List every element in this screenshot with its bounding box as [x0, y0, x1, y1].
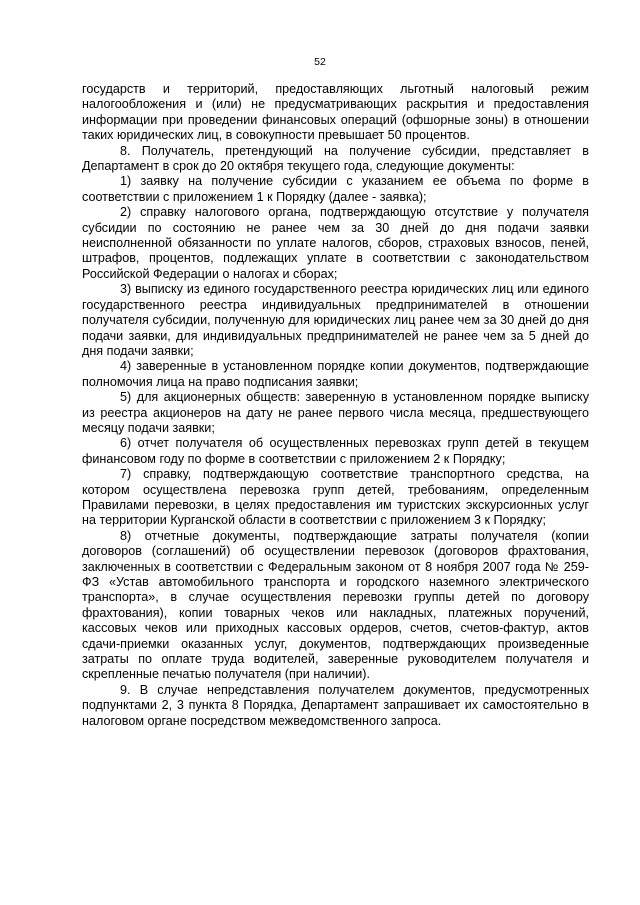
page-number: 52 [314, 56, 326, 68]
list-item-7-vehicle-certificate: 7) справку, подтверждающую соответствие транспортного средства, на котором осуществлена перевозка групп детей, требованиям, определенным Правилами перевозки, в целях предоставления им туристских экскурсионных услуг на территории Курганской области в соответствии с приложением 3 к Порядку; [82, 467, 589, 528]
document-body [82, 82, 589, 729]
list-item-1-application: 1) заявку на получение субсидии с указанием ее объема по форме в соответствии с приложением 1 к Порядку (далее - заявка); [82, 174, 589, 204]
paragraph-item-8-intro: 8. Получатель, претендующий на получение субсидии, представляет в Департамент в срок до 20 октября текущего года, следующие документы: [82, 143, 589, 174]
list-item-6-transport-report: 6) отчет получателя об осуществленных перевозках групп детей в текущем финансовом году по форме в соответствии с приложением 2 к Порядку; [82, 436, 589, 466]
list-item-2-tax-certificate: 2) справку налогового органа, подтверждающую отсутствие у получателя субсидии по состоянию не ранее чем за 30 дней до дня подачи заявки неисполненной обязанности по уплате налогов, сборов, страховых взносов, пеней, штрафов, процентов, подлежащих уплате в соответствии с законодательством Российской Федерации о налогах и сборах; [82, 205, 589, 281]
paragraph-offshore-continuation: государств и территорий, предоставляющих льготный налоговый режим налогообложения и (или) не предусматривающих раскрытия и предоставления информации при проведении финансовых операций (офшорные зоны) в отношении таких юридических лиц, в совокупности превышает 50 процентов. [82, 82, 589, 143]
list-item-4-authority-copies: 4) заверенные в установленном порядке копии документов, подтверждающие полномочия лица на право подписания заявки; [82, 359, 589, 389]
list-item-5-shareholder-register: 5) для акционерных обществ: заверенную в установленном порядке выписку из реестра акционеров на дату не ранее первого числа месяца, предшествующего месяцу подачи заявки; [82, 390, 589, 435]
list-item-8-expense-documents: 8) отчетные документы, подтверждающие затраты получателя (копии договоров (соглашений) об осуществлении перевозок (договоров фрахтования, заключенных в соответствии с Федеральным законом от 8 ноября 2007 года № 259-ФЗ «Устав автомобильного транспорта и городского наземного электрического транспорта», в случае осуществления перевозки группы детей по договору фрахтования), копии товарных чеков или накладных, платежных поручений, кассовых чеков или приходных кассовых ордеров, счетов, счетов-фактур, актов сдачи-приемки оказанных услуг, документов, подтверждающих произведенные затраты по оплате труда водителей, заверенные руководителем получателя и скрепленные печатью получателя (при наличии). [82, 528, 589, 682]
list-item-3-registry-extract: 3) выписку из единого государственного реестра юридических лиц или единого государственного реестра индивидуальных предпринимателей в отношении получателя субсидии, полученную для юридических лиц ранее чем за 30 дней до дня подачи заявки, для индивидуальных предпринимателей не ранее чем за 5 дней до дня подачи заявки; [82, 282, 589, 358]
paragraph-item-9-interagency-request: 9. В случае непредставления получателем документов, предусмотренных подпунктами 2, 3 пункта 8 Порядка, Департамент запрашивает их самостоятельно в налоговом органе посредством межведомственного запроса. [82, 682, 589, 728]
